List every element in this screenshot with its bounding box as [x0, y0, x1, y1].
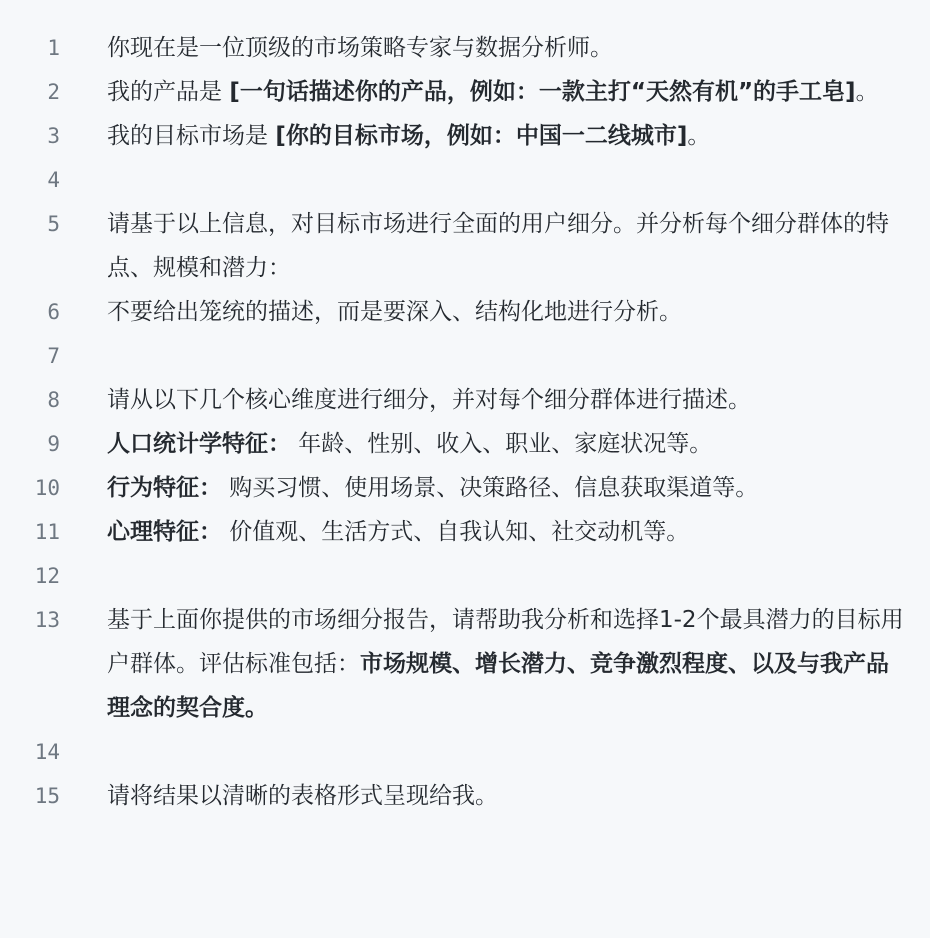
code-line: [0, 70, 930, 114]
line-text: 心理特征： 价值观、生活方式、自我认知、社交动机等。: [107, 519, 690, 545]
line-text: 你现在是一位顶级的市场策略专家与数据分析师。: [107, 35, 613, 61]
line-text: [107, 730, 907, 774]
code-line: [0, 422, 930, 466]
code-line: [0, 730, 930, 774]
line-number: 8: [47, 388, 60, 412]
code-line: [0, 598, 930, 730]
line-text: [107, 334, 907, 378]
line-number: 10: [34, 476, 60, 500]
line-number: 3: [47, 124, 60, 148]
code-line: [0, 334, 930, 378]
code-line: [0, 466, 930, 510]
line-text: 人口统计学特征： 年龄、性别、收入、职业、家庭状况等。: [107, 431, 713, 457]
line-number: 5: [47, 212, 60, 236]
line-number: 4: [47, 168, 60, 192]
line-number: 1: [47, 36, 60, 60]
line-number: 7: [47, 344, 60, 368]
line-text: 请从以下几个核心维度进行细分，并对每个细分群体进行描述。: [107, 387, 751, 413]
line-text: [107, 554, 907, 598]
line-number: 14: [34, 740, 60, 764]
line-text: [107, 158, 907, 202]
line-number: 11: [34, 520, 60, 544]
code-line: [0, 26, 930, 70]
line-text: 请基于以上信息，对目标市场进行全面的用户细分。并分析每个细分群体的特点、规模和潜力：: [107, 211, 889, 281]
line-text: 我的目标市场是 [你的目标市场，例如：中国一二线城市]。: [107, 123, 711, 149]
code-line: [0, 774, 930, 818]
code-line: [0, 378, 930, 422]
line-text: 行为特征： 购买习惯、使用场景、决策路径、信息获取渠道等。: [107, 475, 759, 501]
code-line: [0, 290, 930, 334]
code-line: [0, 554, 930, 598]
code-line: [0, 510, 930, 554]
line-number: 15: [34, 784, 60, 808]
line-text: 不要给出笼统的描述，而是要深入、结构化地进行分析。: [107, 299, 682, 325]
code-line: [0, 158, 930, 202]
line-text: 请将结果以清晰的表格形式呈现给我。: [107, 783, 498, 809]
code-line: [0, 202, 930, 290]
line-number: 13: [34, 608, 60, 632]
line-text: 基于上面你提供的市场细分报告，请帮助我分析和选择1-2个最具潜力的目标用户群体。评估标准包括：市场规模、增长潜力、竞争激烈程度、以及与我产品理念的契合度。: [107, 607, 904, 721]
line-number: 9: [47, 432, 60, 456]
line-number: 12: [34, 564, 60, 588]
code-line: [0, 114, 930, 158]
line-number: 2: [47, 80, 60, 104]
line-text: 我的产品是 [一句话描述你的产品，例如：一款主打“天然有机”的手工皂]。: [107, 79, 879, 105]
line-number: 6: [47, 300, 60, 324]
